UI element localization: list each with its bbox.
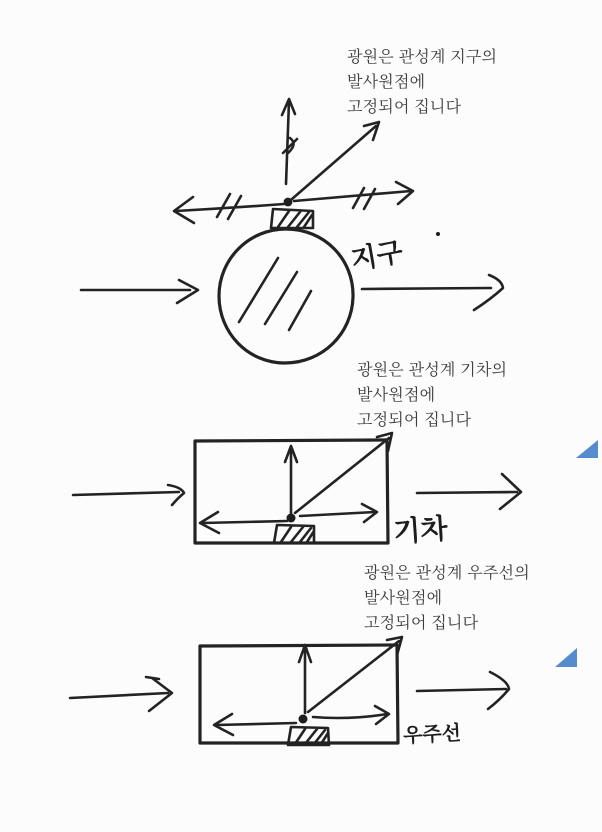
caption-line: 발사원점에 [364,590,443,607]
spaceship-diagram [70,637,509,747]
caption-line: 고정되어 집니다 [364,615,479,632]
train-light-source-dot [287,514,296,523]
caption-line: 광원은 관성계 우주선의 [364,565,530,582]
train-support-hatch [274,525,314,543]
caption-line: 고정되어 집니다 [347,99,462,116]
earth-vertical-light-arrow [282,99,297,184]
spaceship-vertical-light-arrow [299,645,311,713]
earth-label: 지구 [348,236,406,277]
earth-circle [219,229,353,363]
earth-diagonal-light-arrow [292,122,379,199]
train-diagram [73,433,521,548]
caption-spaceship [364,561,530,636]
caption-earth [347,45,497,120]
caption-line: 발사원점에 [347,74,426,91]
spaceship-light-source-dot [299,715,308,724]
train-diagonal-light-arrow [295,433,392,513]
blue-triangle-icon[interactable] [555,648,577,667]
train-right-light-arrow [300,504,377,522]
spaceship-diagonal-light-arrow [308,637,402,712]
ink-dot [436,232,440,236]
train-vertical-light-arrow [285,446,297,514]
spaceship-incoming-arrow [70,677,172,711]
caption-line: 광원은 관성계 기차의 [357,362,508,379]
caption-line: 광원은 관성계 지구의 [347,49,498,66]
spaceship-outgoing-arrow [417,672,509,709]
train-incoming-arrow [73,485,184,505]
train-label: 기차 [392,511,449,549]
spaceship-left-light-arrow [214,714,296,735]
earth-outgoing-arrow [362,275,503,310]
caption-train [357,358,507,433]
train-outgoing-arrow [417,474,521,509]
earth-surface-slashes [239,258,311,330]
spaceship-right-light-arrow [313,706,389,724]
blue-triangle-icon[interactable] [576,440,598,458]
caption-line: 고정되어 집니다 [357,412,472,429]
caption-line: 발사원점에 [357,387,436,404]
earth-incoming-arrow [81,280,198,303]
earth-support-hatch [271,209,313,228]
train-left-light-arrow [200,512,287,533]
earth-right-light-arrow [294,182,413,209]
spaceship-label: 우주선 [402,720,462,748]
earth-left-light-arrow [174,194,284,223]
earth-diagram [81,99,503,363]
